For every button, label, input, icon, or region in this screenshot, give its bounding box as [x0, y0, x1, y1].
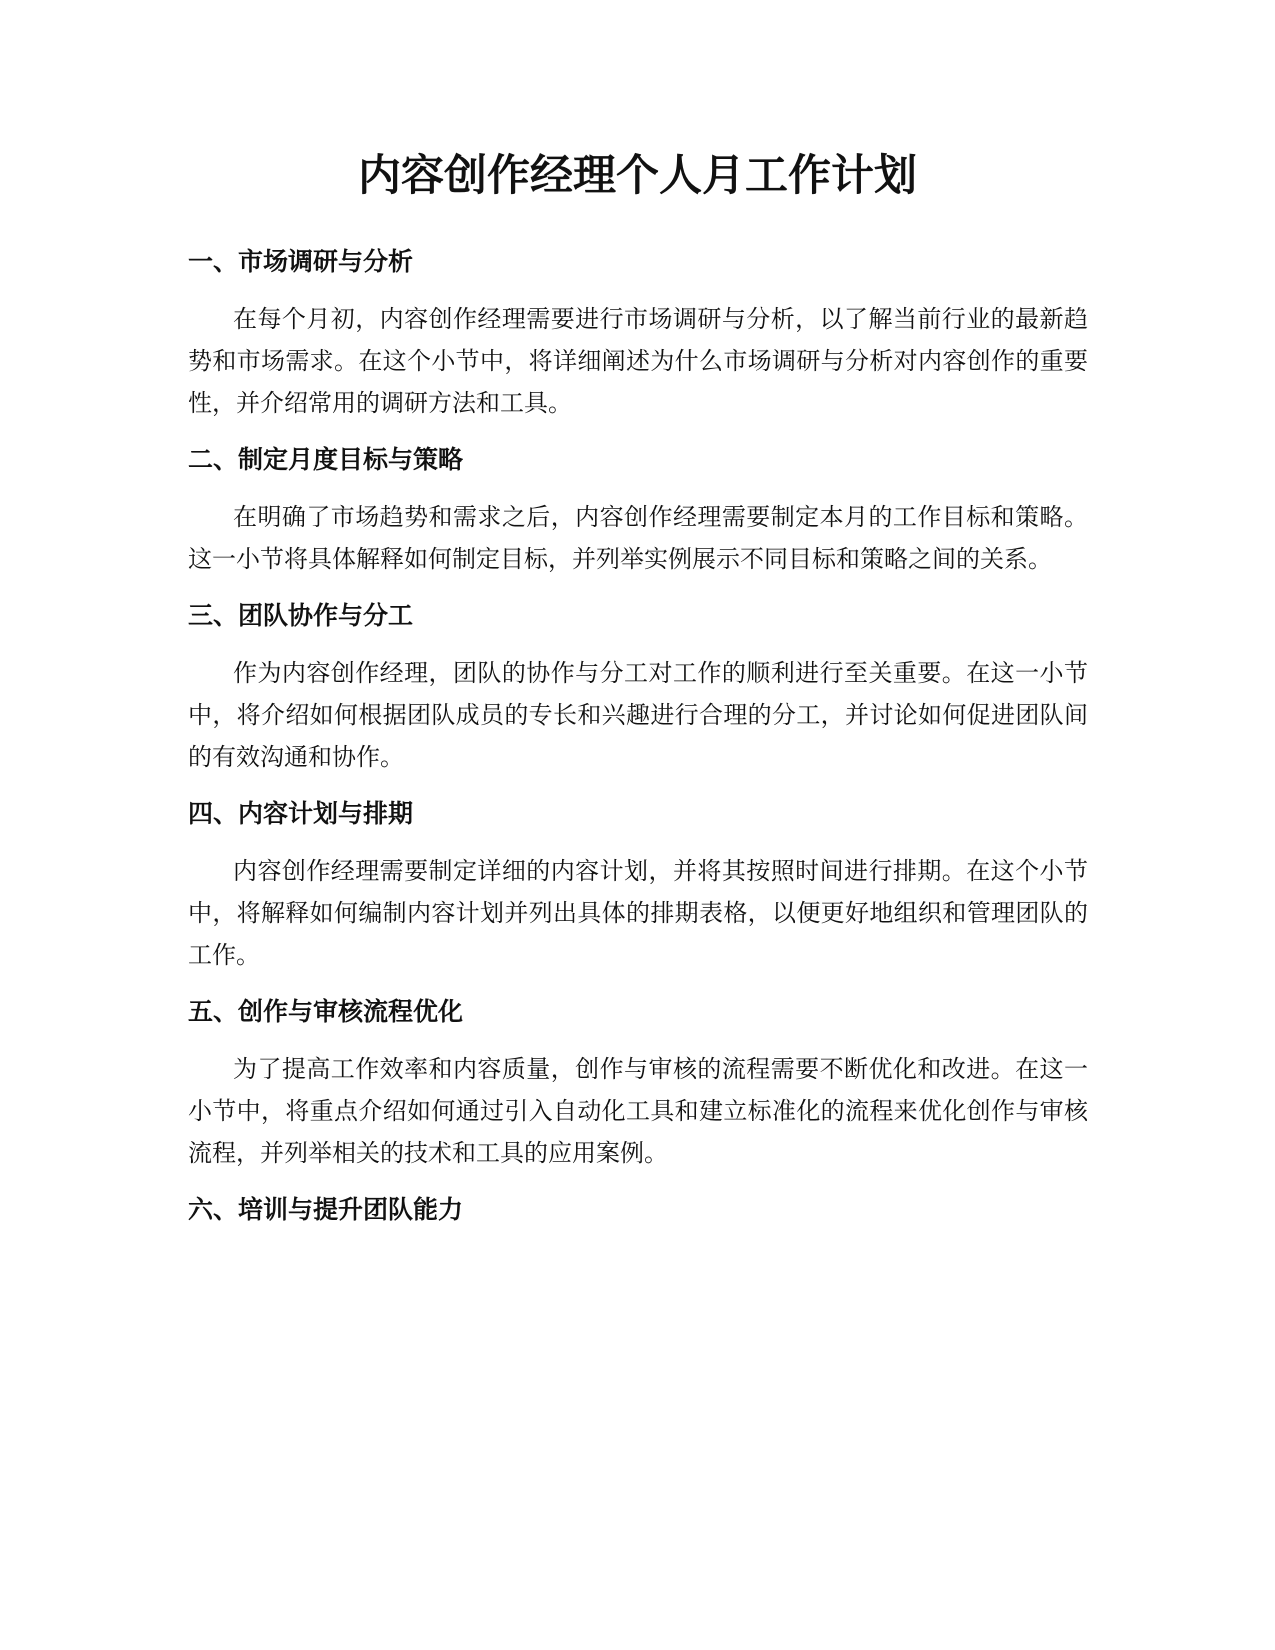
section-heading: 二、制定月度目标与策略 [188, 445, 464, 474]
section-workflow-optimization [188, 994, 1088, 1174]
section-monthly-goals [188, 442, 1088, 580]
section-paragraph: 在明确了市场趋势和需求之后，内容创作经理需要制定本月的工作目标和策略。这一小节将具体解释如何制定目标，并列举实例展示不同目标和策略之间的关系。 [188, 503, 1088, 573]
section-paragraph: 在每个月初，内容创作经理需要进行市场调研与分析，以了解当前行业的最新趋势和市场需求。在这个小节中，将详细阐述为什么市场调研与分析对内容创作的重要性，并介绍常用的调研方法和工具。 [188, 305, 1088, 417]
section-paragraph: 内容创作经理需要制定详细的内容计划，并将其按照时间进行排期。在这个小节中，将解释如何编制内容计划并列出具体的排期表格，以便更好地组织和管理团队的工作。 [188, 857, 1088, 969]
section-heading: 六、培训与提升团队能力 [188, 1195, 464, 1224]
section-paragraph: 为了提高工作效率和内容质量，创作与审核的流程需要不断优化和改进。在这一小节中，将重点介绍如何通过引入自动化工具和建立标准化的流程来优化创作与审核流程，并列举相关的技术和工具的应用案例。 [188, 1055, 1088, 1167]
document-title: 内容创作经理个人月工作计划 [358, 151, 917, 201]
section-team-training [188, 1192, 1088, 1228]
section-heading: 五、创作与审核流程优化 [188, 997, 464, 1026]
section-content-schedule [188, 796, 1088, 976]
section-heading: 四、内容计划与排期 [188, 799, 414, 828]
section-paragraph: 作为内容创作经理，团队的协作与分工对工作的顺利进行至关重要。在这一小节中，将介绍如何根据团队成员的专长和兴趣进行合理的分工，并讨论如何促进团队间的有效沟通和协作。 [188, 659, 1088, 771]
section-team-collaboration [188, 598, 1088, 778]
section-heading: 一、市场调研与分析 [188, 247, 414, 276]
section-market-research [188, 244, 1088, 424]
document-body [188, 244, 1088, 1246]
section-heading: 三、团队协作与分工 [188, 601, 414, 630]
